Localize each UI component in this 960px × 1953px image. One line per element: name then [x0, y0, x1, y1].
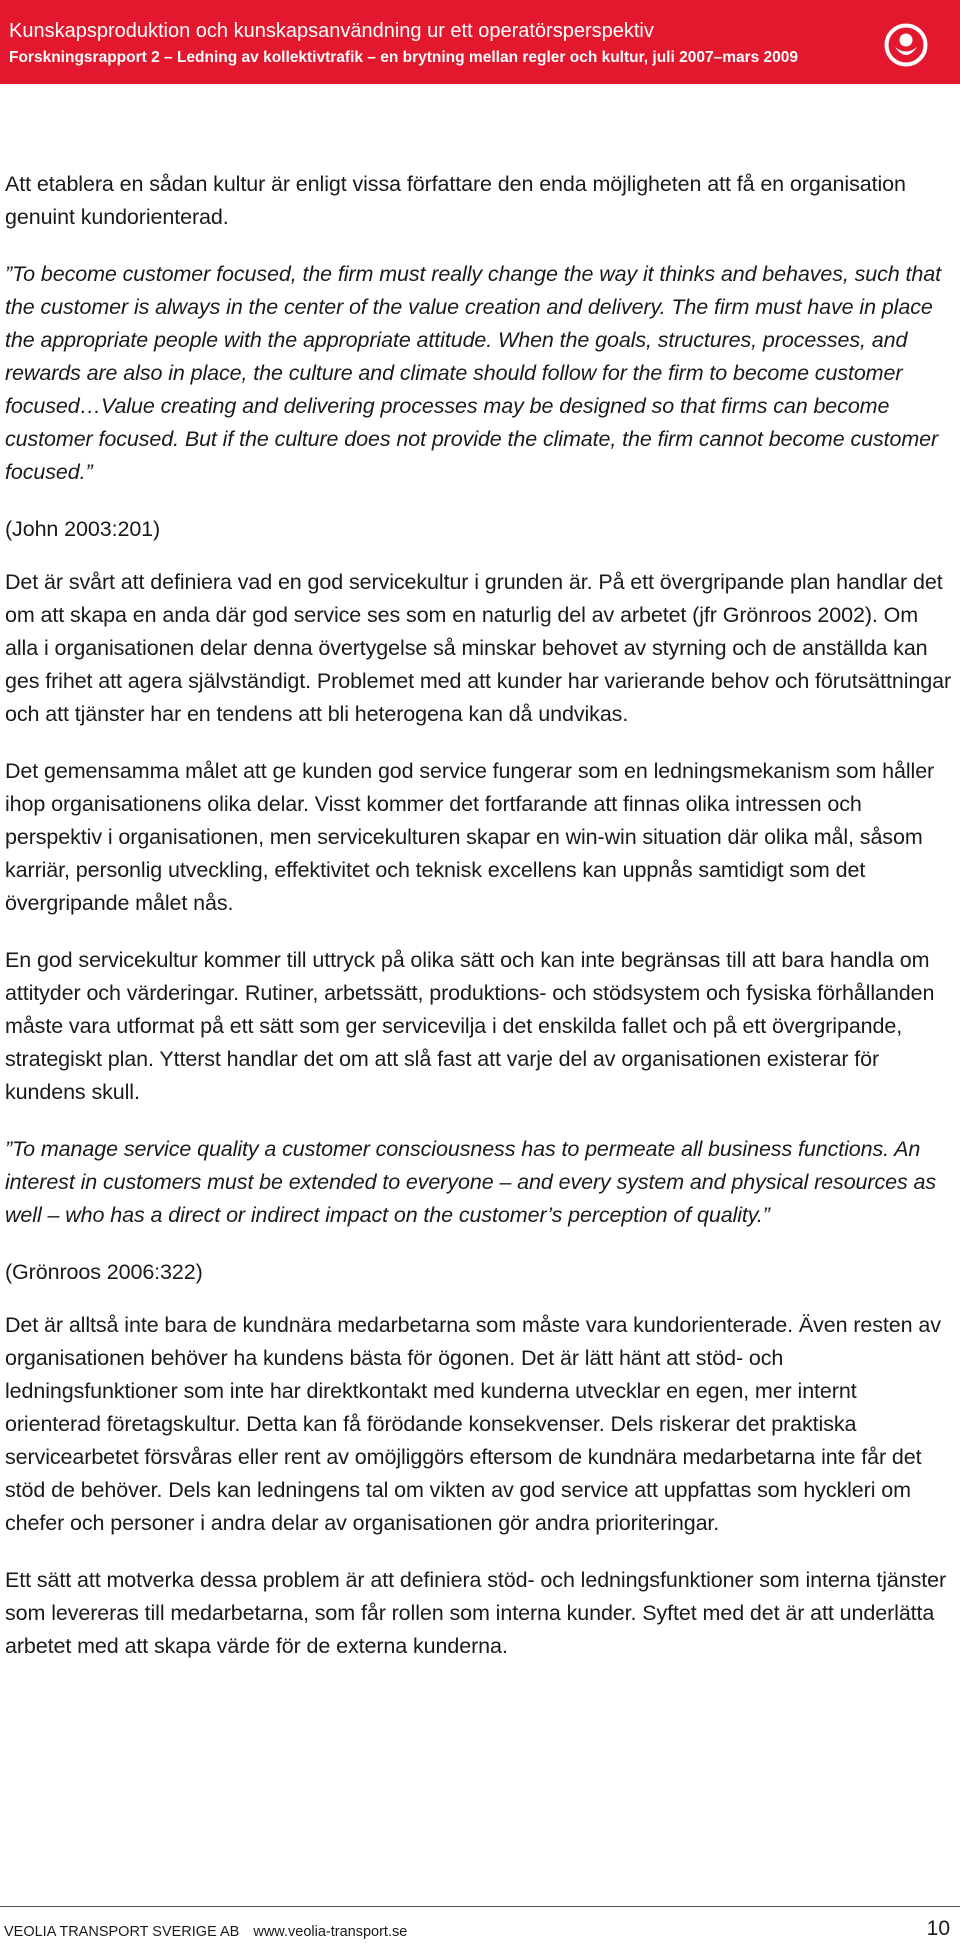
citation: (John 2003:201) — [5, 517, 161, 541]
page-footer — [4, 1924, 417, 1940]
footer-company: VEOLIA TRANSPORT SVERIGE AB — [4, 1924, 240, 1940]
header-title: Kunskapsproduktion och kunskapsanvändning ur ett operatörsperspektiv — [9, 20, 654, 42]
footer-divider — [0, 1906, 960, 1907]
body-paragraph: Det är svårt att definiera vad en god servicekultur i grunden är. På ett övergripande plan handlar det om att skapa en anda där god service ses som en naturlig del av arbetet (jfr Grönroos 2002). Om alla i organisationen delar denna övertygelse så minskar behovet av styrning och de anställda kan ges frihet att agera självständigt. Problemet med att kunder har varierande behov och förutsättningar och att tjänster har en tendens att bli heterogena kan då undvikas. — [5, 570, 952, 726]
page-number: 10 — [926, 1917, 950, 1940]
body-paragraph: En god servicekultur kommer till uttryck på olika sätt och kan inte begränsas till att bara handla om attityder och värderingar. Rutiner, arbetssätt, produktions- och stödsystem och fysiska förhållanden måste vara utformat på ett sätt som ger servicevilja i det enskilda fallet och på ett övergripande, strategiskt plan. Ytterst handlar det om att slå fast att varje del av organisationen existerar för kundens skull. — [5, 948, 935, 1104]
body-paragraph: Att etablera en sådan kultur är enligt vissa författare den enda möjligheten att få en organisation genuint kundorienterad. — [5, 172, 906, 229]
header-subtitle: Forskningsrapport 2 – Ledning av kollektivtrafik – en brytning mellan regler och kultur, juli 2007–mars 2009 — [9, 49, 799, 66]
page-header — [0, 0, 960, 84]
body-paragraph: Ett sätt att motverka dessa problem är att definiera stöd- och ledningsfunktioner som interna tjänster som levereras till medarbetarna, som får rollen som interna kunder. Syftet med det är att underlätta arbetet med att skapa värde för de externa kunderna. — [5, 1568, 947, 1658]
veolia-logo-icon — [884, 23, 928, 67]
body-paragraph: Det gemensamma målet att ge kunden god service fungerar som en ledningsmekanism som håller ihop organisationens olika delar. Visst kommer det fortfarande att finnas olika intressen och perspektiv i organisationen, men servicekulturen skapar en win-win situation där olika mål, såsom karriär, personlig utveckling, effektivitet och teknisk excellens kan uppnås samtidigt som det övergripande målet nås. — [5, 759, 935, 915]
citation: (Grönroos 2006:322) — [5, 1260, 203, 1284]
block-quote: ”To become customer focused, the firm must really change the way it thinks and behaves, such that the customer is always in the center of the value creation and delivery. The firm must have in place the appropriate people with the appropriate attitude. When the goals, structures, processes, and rewards are also in place, the culture and climate should follow for the firm to become customer focused…Value creating and delivering processes may be designed so that firms can become customer focused. But if the culture does not provide the climate, the firm cannot become customer focused.” — [5, 262, 941, 484]
block-quote: ”To manage service quality a customer consciousness has to permeate all business functions. An interest in customers must be extended to everyone – and every system and physical resources as well – who has a direct or indirect impact on the customer’s perception of quality.” — [5, 1137, 936, 1227]
document-body — [5, 168, 953, 1687]
body-paragraph: Det är alltså inte bara de kundnära medarbetarna som måste vara kundorienterade. Även resten av organisationen behöver ha kundens bästa för ögonen. Det är lätt hänt att stöd- och ledningsfunktioner som inte har direktkontakt med kunderna utvecklar en egen, mer internt orienterad företagskultur. Detta kan få förödande konsekvenser. Dels riskerar det praktiska servicearbetet försvåras eller rent av omöjliggörs eftersom de kundnära medarbetarna inte får det stöd de behöver. Dels kan ledningens tal om vikten av god service att uppfattas som hyckleri om chefer och personer i andra delar av organisationen gör andra prioriteringar. — [5, 1313, 941, 1535]
footer-url-link[interactable]: www.veolia-transport.se — [253, 1924, 408, 1940]
